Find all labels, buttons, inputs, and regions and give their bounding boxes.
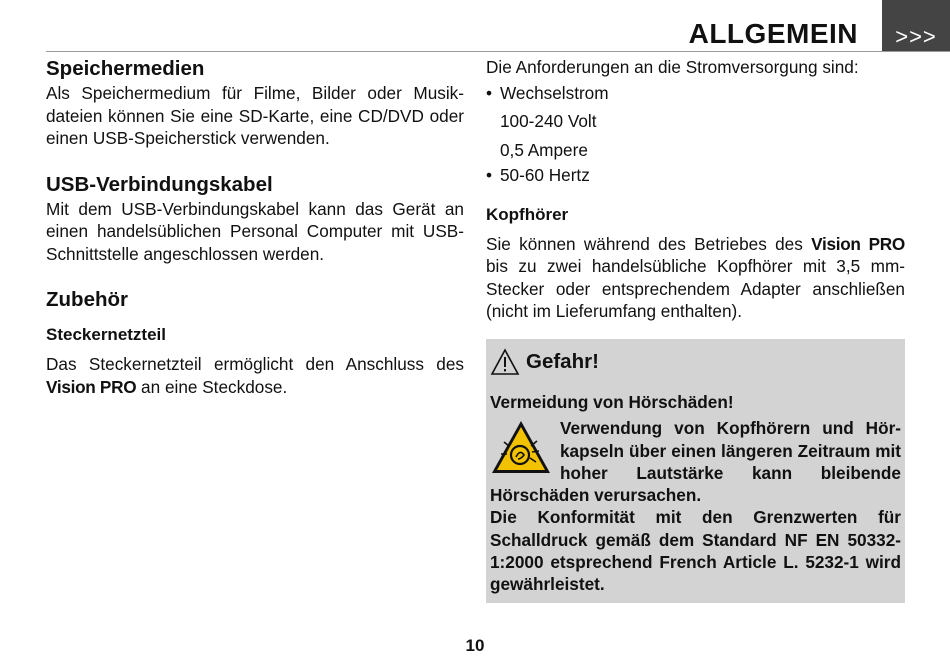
usb-kabel-heading: USB-Verbindungskabel [46, 172, 273, 196]
steckernetzteil-text: Das Steckernetzteil ermöglicht den Anschluss des Vision PRO an eine Steckdose. [46, 354, 464, 397]
power-intro: Die Anforderungen an die Stromversorgung sind: [486, 57, 859, 77]
brand-name: Vision PRO [811, 233, 905, 254]
left-column [46, 56, 464, 398]
danger-text-hearing: Verwendung von Kopfhörern und Hörkapseln über einen längeren Zeitraum mit hoher Lautstärke kann bleibende Hörschäden verursachen. [490, 418, 901, 506]
power-item-ac: • Wechselstrom [486, 82, 905, 105]
brand-name: Vision PRO [46, 376, 137, 397]
power-ampere: 0,5 Ampere [500, 139, 588, 160]
speichermedien-text: Als Speichermedium für Filme, Bilder oder Musikdateien können Sie eine SD-Karte, eine CD/DVD oder einen USB-Speicherstick verwenden. [46, 83, 464, 148]
warning-triangle-icon [490, 348, 520, 376]
speichermedien-heading: Speichermedien [46, 57, 205, 80]
steckernetzteil-heading: Steckernetzteil [46, 325, 166, 344]
kopfhoerer-heading: Kopfhörer [486, 204, 569, 224]
danger-text-conformity: Die Konformität mit den Grenzwerten für Schalldruck gemäß dem Standard NF EN 50332-1:2000 etsprechend French Article L. 5232-1 wird gewährleistet. [490, 507, 901, 595]
page-number: 10 [465, 636, 485, 655]
danger-warning-box [486, 339, 905, 603]
right-column [486, 56, 905, 323]
header-divider [46, 51, 950, 52]
danger-title: Gefahr! [526, 350, 599, 373]
header-title: ALLGEMEIN [688, 18, 858, 49]
zubehoer-heading: Zubehör [46, 288, 128, 311]
usb-kabel-text: Mit dem USB-Verbindungskabel kann das Gerät an einen handelsüblichen Personal Computer mit USB-Schnittstelle angeschlossen werden. [46, 198, 464, 264]
power-item-hertz: • 50-60 Hertz [486, 164, 905, 187]
kopfhoerer-text: Sie können während des Betriebes des Vision PRO bis zu zwei handelsübliche Kopfhörer mit 3,5 mm-Stecker oder entsprechendem Adapter anschließen (nicht im Lieferumfang enthalten). [486, 233, 905, 321]
danger-subtitle: Vermeidung von Hörschäden! [490, 392, 734, 412]
power-volt: 100-240 Volt [500, 111, 597, 131]
hearing-damage-icon [490, 419, 552, 475]
section-arrows-badge: >>> [882, 0, 950, 52]
